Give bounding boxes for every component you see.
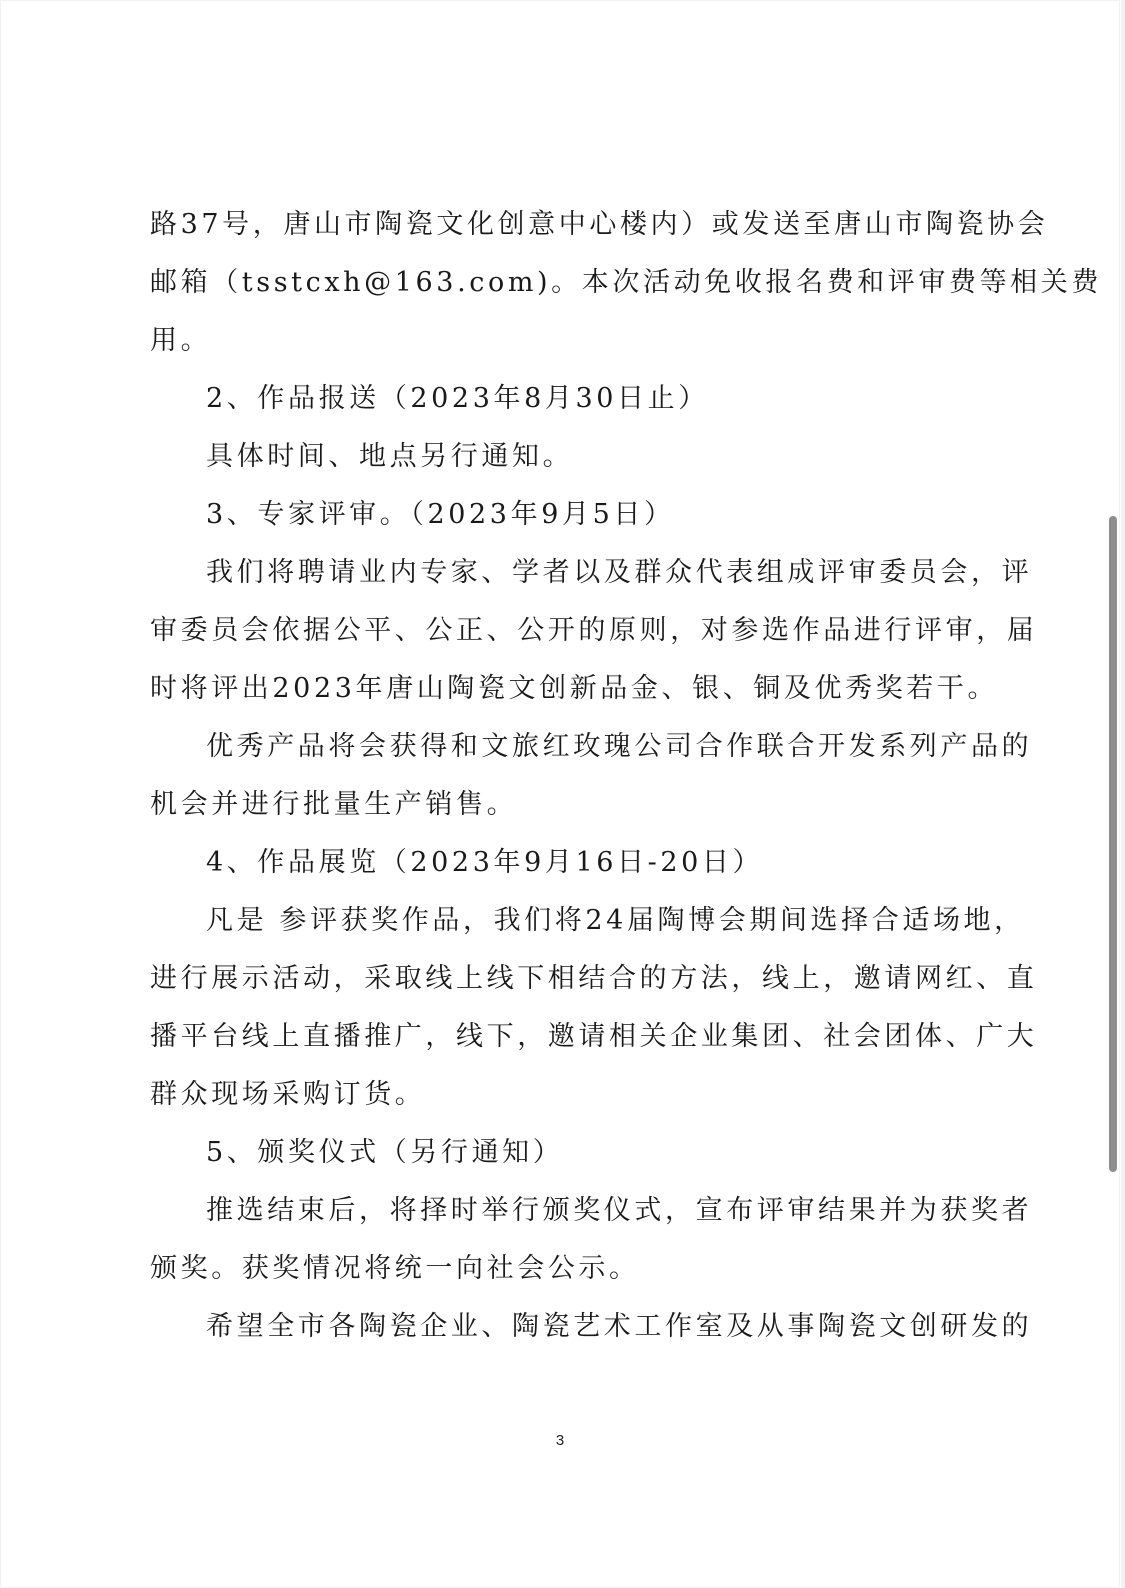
text-line: 路37号，唐山市陶瓷文化创意中心楼内）或发送至唐山市陶瓷协会: [150, 209, 1049, 240]
text-line: 审委员会依据公平、公正、公开的原则，对参选作品进行评审，届: [150, 615, 1038, 646]
text-line: 用。: [150, 325, 212, 356]
scrollbar-thumb[interactable]: [1109, 516, 1117, 1172]
text-line: 4、作品展览（2023年9月16日-20日）: [206, 847, 764, 878]
text-line: 群众现场采购订货。: [150, 1079, 426, 1110]
viewer-edge: [1121, 0, 1125, 1588]
text-line: 播平台线上直播推广，线下，邀请相关企业集团、社会团体、广大: [150, 1021, 1038, 1052]
text-line: 具体时间、地点另行通知。: [206, 441, 574, 472]
text-line: 机会并进行批量生产销售。: [150, 789, 518, 820]
page-number: 3: [555, 1432, 565, 1449]
document-body: [150, 196, 1102, 1356]
text-line: 希望全市各陶瓷企业、陶瓷艺术工作室及从事陶瓷文创研发的: [206, 1311, 1033, 1342]
text-line: 推选结束后，将择时举行颁奖仪式，宣布评审结果并为获奖者: [206, 1195, 1033, 1226]
text-line: 进行展示活动，采取线上线下相结合的方法，线上，邀请网红、直: [150, 963, 1038, 994]
text-line: 我们将聘请业内专家、学者以及群众代表组成评审委员会，评: [206, 557, 1033, 588]
text-line: 5、颁奖仪式（另行通知）: [206, 1137, 564, 1168]
text-line: 3、专家评审。（2023年9月5日）: [206, 499, 675, 530]
text-line: 2、作品报送（2023年8月30日止）: [206, 383, 709, 414]
text-line: 时将评出2023年唐山陶瓷文创新品金、银、铜及优秀奖若干。: [150, 673, 999, 704]
text-line: 优秀产品将会获得和文旅红玫瑰公司合作联合开发系列产品的: [206, 731, 1033, 762]
text-line: 邮箱（tsstcxh@163.com)。本次活动免收报名费和评审费等相关费: [150, 267, 1102, 298]
text-line: 颁奖。获奖情况将统一向社会公示。: [150, 1253, 640, 1284]
text-line: 凡是 参评获奖作品，我们将24届陶博会期间选择合适场地，: [206, 905, 1025, 936]
